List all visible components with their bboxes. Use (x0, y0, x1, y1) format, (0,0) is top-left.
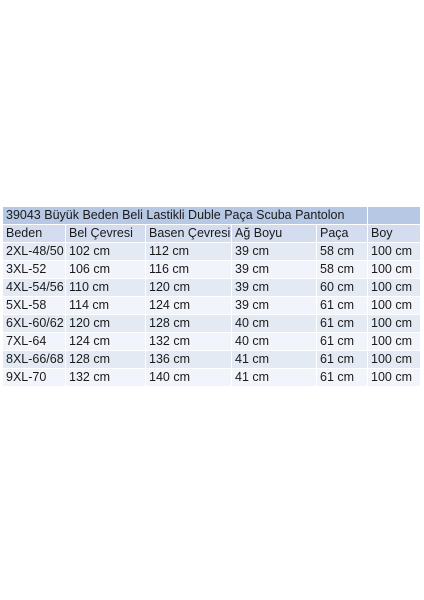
cell-ag-boyu: 41 cm (232, 369, 317, 387)
cell-bel-cevresi: 124 cm (66, 333, 146, 351)
cell-ag-boyu: 41 cm (232, 351, 317, 369)
cell-basen-cevresi: 128 cm (146, 315, 232, 333)
cell-beden: 2XL-48/50 (3, 243, 66, 261)
header-bel-cevresi: Bel Çevresi (66, 225, 146, 243)
table-row (3, 279, 421, 297)
header-paca: Paça (317, 225, 368, 243)
cell-beden: 3XL-52 (3, 261, 66, 279)
cell-paca: 61 cm (317, 297, 368, 315)
cell-basen-cevresi: 132 cm (146, 333, 232, 351)
cell-boy: 100 cm (368, 333, 421, 351)
cell-boy: 100 cm (368, 279, 421, 297)
cell-beden: 5XL-58 (3, 297, 66, 315)
cell-beden: 8XL-66/68 (3, 351, 66, 369)
table-title: 39043 Büyük Beden Beli Lastikli Duble Paça Scuba Pantolon (3, 207, 368, 225)
cell-bel-cevresi: 110 cm (66, 279, 146, 297)
cell-basen-cevresi: 124 cm (146, 297, 232, 315)
table-title-empty-cell (368, 207, 421, 225)
table-row (3, 369, 421, 387)
cell-bel-cevresi: 132 cm (66, 369, 146, 387)
cell-boy: 100 cm (368, 261, 421, 279)
cell-paca: 58 cm (317, 243, 368, 261)
cell-bel-cevresi: 106 cm (66, 261, 146, 279)
cell-basen-cevresi: 112 cm (146, 243, 232, 261)
header-boy: Boy (368, 225, 421, 243)
cell-basen-cevresi: 116 cm (146, 261, 232, 279)
cell-boy: 100 cm (368, 243, 421, 261)
cell-bel-cevresi: 102 cm (66, 243, 146, 261)
cell-ag-boyu: 39 cm (232, 261, 317, 279)
cell-paca: 58 cm (317, 261, 368, 279)
cell-paca: 61 cm (317, 315, 368, 333)
table-row (3, 351, 421, 369)
cell-beden: 4XL-54/56 (3, 279, 66, 297)
cell-basen-cevresi: 136 cm (146, 351, 232, 369)
table-row (3, 333, 421, 351)
size-chart-table (2, 206, 421, 387)
cell-boy: 100 cm (368, 351, 421, 369)
cell-beden: 7XL-64 (3, 333, 66, 351)
table-title-row (3, 207, 421, 225)
cell-bel-cevresi: 114 cm (66, 297, 146, 315)
table-row (3, 297, 421, 315)
cell-paca: 61 cm (317, 333, 368, 351)
header-basen-cevresi: Basen Çevresi (146, 225, 232, 243)
cell-ag-boyu: 40 cm (232, 315, 317, 333)
table-row (3, 261, 421, 279)
cell-ag-boyu: 39 cm (232, 279, 317, 297)
cell-paca: 61 cm (317, 351, 368, 369)
cell-beden: 9XL-70 (3, 369, 66, 387)
cell-boy: 100 cm (368, 369, 421, 387)
cell-boy: 100 cm (368, 297, 421, 315)
cell-paca: 60 cm (317, 279, 368, 297)
cell-ag-boyu: 40 cm (232, 333, 317, 351)
cell-basen-cevresi: 120 cm (146, 279, 232, 297)
cell-paca: 61 cm (317, 369, 368, 387)
cell-beden: 6XL-60/62 (3, 315, 66, 333)
header-ag-boyu: Ağ Boyu (232, 225, 317, 243)
cell-ag-boyu: 39 cm (232, 297, 317, 315)
cell-bel-cevresi: 128 cm (66, 351, 146, 369)
cell-ag-boyu: 39 cm (232, 243, 317, 261)
cell-boy: 100 cm (368, 315, 421, 333)
table-row (3, 315, 421, 333)
table-header-row (3, 225, 421, 243)
cell-bel-cevresi: 120 cm (66, 315, 146, 333)
cell-basen-cevresi: 140 cm (146, 369, 232, 387)
table-row (3, 243, 421, 261)
header-beden: Beden (3, 225, 66, 243)
